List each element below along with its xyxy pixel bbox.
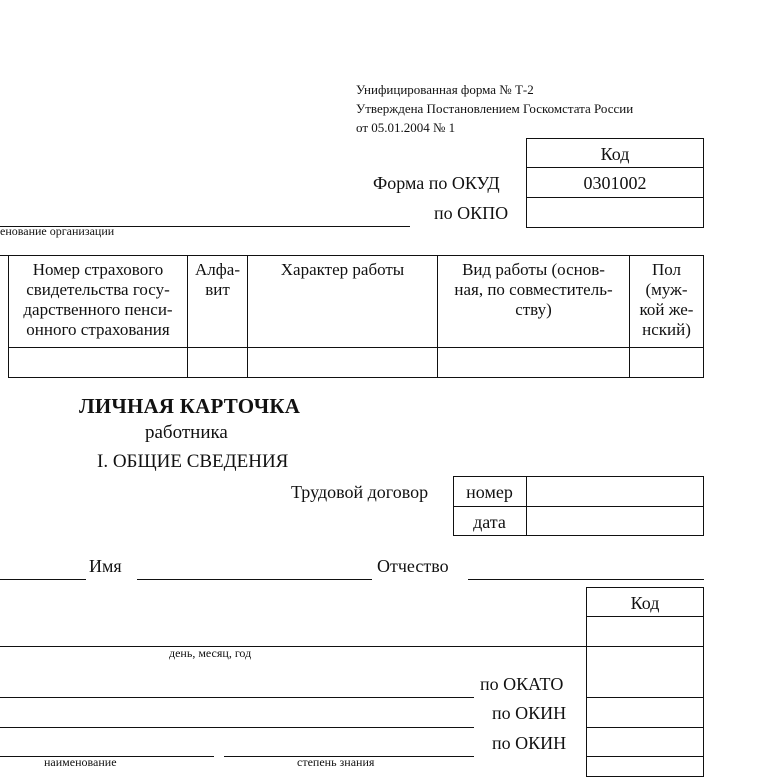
contract-number-field[interactable]	[527, 477, 703, 506]
code-header: Код	[600, 144, 630, 164]
contract-date-field[interactable]	[527, 507, 703, 536]
bottom-code-header: Код	[630, 593, 660, 613]
table-cell-work-nature[interactable]	[248, 348, 438, 378]
header-insurance-number: Номер страхового свидетельства госу- дарственного пенси- онного страхования	[8, 256, 188, 348]
language-degree-caption: степень знания	[297, 755, 375, 769]
birthplace-line[interactable]	[0, 697, 474, 698]
table-cell-work-type[interactable]	[438, 348, 630, 378]
okin1-label: по ОКИН	[492, 703, 567, 723]
info-table	[0, 255, 704, 378]
approval-date-line: от 05.01.2004 № 1	[356, 120, 456, 135]
okin2-label: по ОКИН	[492, 733, 567, 753]
card-title: ЛИЧНАЯ КАРТОЧКА	[79, 394, 301, 418]
approval-line: Утверждена Постановлением Госкомстата России	[356, 101, 634, 116]
citizenship-line[interactable]	[0, 727, 474, 728]
contract-number-label: номер	[466, 482, 513, 502]
patronymic-line[interactable]	[468, 579, 704, 580]
section-title: I. ОБЩИЕ СВЕДЕНИЯ	[97, 451, 289, 472]
surname-line[interactable]	[0, 579, 86, 580]
language-name-caption: наименование	[44, 755, 117, 769]
birth-date-line[interactable]	[0, 646, 586, 647]
table-cell-sex[interactable]	[630, 348, 704, 378]
first-name-label: Имя	[89, 556, 122, 576]
card-subtitle: работника	[145, 422, 228, 443]
header-alphabet: Алфа- вит	[188, 256, 248, 348]
form-number-line: Унифицированная форма № Т-2	[356, 82, 534, 97]
okpo-label: по ОКПО	[434, 203, 509, 223]
patronymic-label: Отчество	[377, 556, 449, 576]
header-sex: Пол (муж- кой же- нский)	[630, 256, 704, 348]
header-work-type: Вид работы (основ- ная, по совместитель- ству)	[438, 256, 630, 348]
table-cell-insurance-number[interactable]	[8, 348, 188, 378]
header-work-nature: Характер работы	[248, 256, 438, 348]
contract-label: Трудовой договор	[291, 482, 429, 502]
first-name-line[interactable]	[137, 579, 372, 580]
table-cell-alphabet[interactable]	[188, 348, 248, 378]
date-caption: день, месяц, год	[169, 646, 252, 660]
contract-date-label: дата	[473, 512, 506, 532]
okud-label: Форма по ОКУД	[373, 173, 500, 193]
okud-value[interactable]: 0301002	[583, 173, 647, 193]
okato-label: по ОКАТО	[480, 674, 564, 694]
organization-caption: енование организации	[0, 224, 115, 238]
